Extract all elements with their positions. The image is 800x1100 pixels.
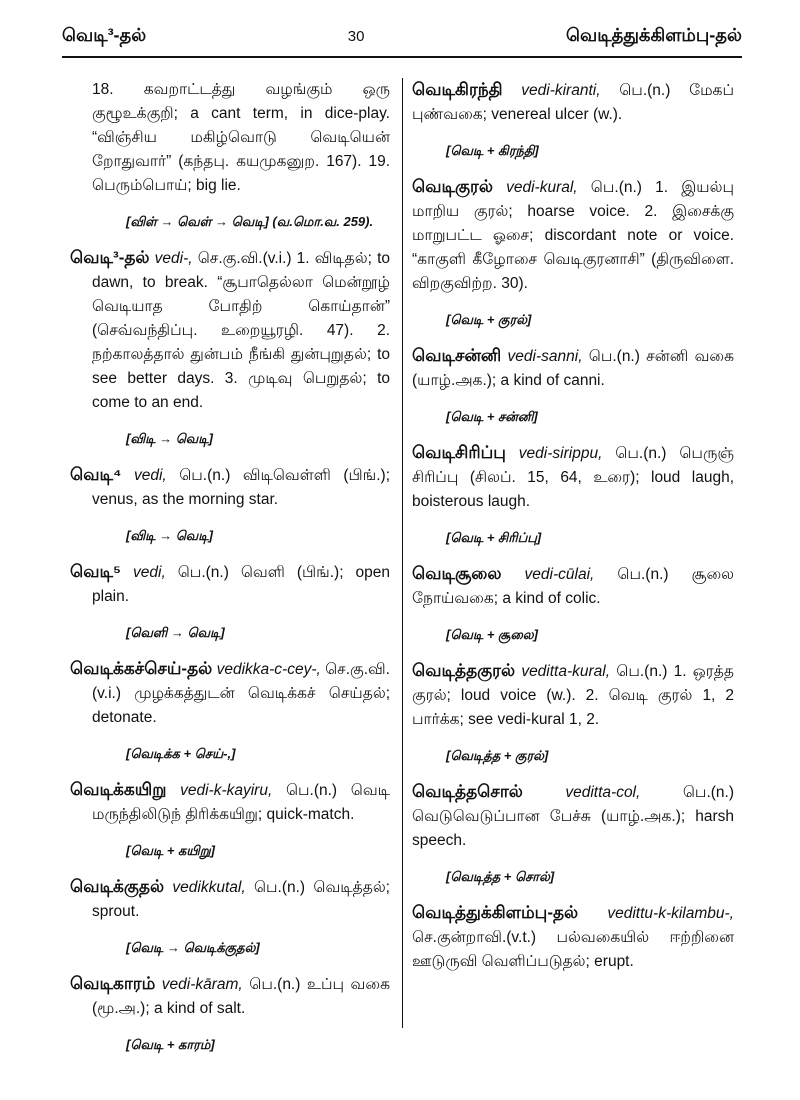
- entry-lead: [70, 782, 166, 799]
- definition: பெ.(n.) விடிவெள்ளி (பிங்.); venus, as the morning star.: [92, 467, 390, 508]
- headword: வெடிகிரந்தி: [412, 80, 503, 99]
- definition: பெ.(n.) 1. இயல்பு மாறிய குரல்; hoarse voice. 2. இசைக்கு மாறுபட்ட ஓசை; discordant note or voice. “காகுளி கீழோசை வெடிகுரனாசி” (திருவிளை. விறகுவிற்ற. 30).: [412, 179, 734, 292]
- definition: செ.கு.வி.(v.i.) 1. விடிதல்; to dawn, to break. “சூபாதெல்லா மென்றூழ் வெடியாத போதிற் கொய்தான்” (செவ்வந்திப்பு. உறையூரழி. 47). 2. நற்காலத்தால் துன்பம் நீங்கி துன்புறுதல்; to see better days. 3. முடிவு பெறுதல்; to come to an end.: [92, 250, 390, 411]
- headword: வெடித்தசொல்: [412, 782, 523, 801]
- definition: பெ.(n.) சூலை நோய்வகை; a kind of colic.: [412, 566, 734, 607]
- transliteration: vedi-kiranti,: [502, 82, 620, 99]
- entry-lead: [412, 784, 523, 801]
- header-left-guideword: வெடி³-தல்: [62, 24, 147, 45]
- dictionary-entry: [412, 175, 734, 296]
- left-column: [70, 78, 390, 1069]
- headword: வெடித்தகுரல்: [412, 661, 516, 680]
- column-divider: [402, 78, 403, 1028]
- entry-lead: [412, 663, 515, 680]
- headword: வெடிக்கச்செய்-தல்: [70, 659, 213, 678]
- definition: பெ.(n.) வெடித்தல்; sprout.: [92, 879, 390, 920]
- definition: பெ.(n.) உப்பு வகை (மூ.அ.); a kind of salt.: [92, 976, 390, 1017]
- etymology-note: [வெடி → வெடிக்குதல்]: [126, 940, 260, 955]
- etymology-note: [வெடித்த + சொல்]: [446, 869, 555, 884]
- entry-continuation: 18. கவறாட்டத்து வழங்கும் ஒரு குழூஉக்குறி; a cant term, in dice-play. “விஞ்சிய மகிழ்வொடு வெடியென் றோதுவார்” (கந்தபு. கயமுகனுற. 167). 19. பெரும்பொய்; big lie.: [92, 81, 390, 194]
- headword: வெடிகாரம்: [70, 974, 156, 993]
- transliteration: vedi-sanni,: [501, 348, 589, 365]
- entry-lead: [412, 566, 502, 583]
- transliteration: vedi-k-kayiru,: [166, 782, 286, 799]
- definition: பெ.(n.) வெடுவெடுப்பான பேச்சு (யாழ்.அக.); harsh speech.: [412, 784, 734, 849]
- etymology-note: [வெடி + குரல்]: [446, 312, 532, 327]
- dictionary-entry: [70, 560, 390, 609]
- transliteration: vedi-cūlai,: [501, 566, 618, 583]
- right-column: [412, 78, 734, 986]
- headword: வெடிகுரல்: [412, 177, 493, 196]
- transliteration: vedi-kāram,: [155, 976, 250, 993]
- dictionary-entry: [70, 246, 390, 415]
- definition: பெ.(n.) மேகப் புண்வகை; venereal ulcer (w.).: [412, 82, 734, 123]
- headword: வெடி³-தல்: [70, 248, 150, 267]
- definition: பெ.(n.) வெடி மருந்திலிடுந் திரிக்கயிறு; quick-match.: [92, 782, 390, 823]
- page-header: [62, 16, 742, 58]
- transliteration: vedi,: [121, 467, 180, 484]
- dictionary-entry: [412, 344, 734, 393]
- etymology-note: [விடி → வெடி]: [126, 431, 213, 446]
- etymology-note: [வெடி + சூலை]: [446, 627, 538, 642]
- definition: பெ.(n.) பெருஞ் சிரிப்பு (சிலப். 15, 64, உரை); loud laugh, boisterous laugh.: [412, 445, 734, 510]
- etymology-note: [வெடித்த + குரல்]: [446, 748, 549, 763]
- definition: பெ.(n.) வெளி (பிங்.); open plain.: [92, 564, 390, 605]
- etymology-note: [வெடி + கிரந்தி]: [446, 143, 539, 158]
- entry-lead: [70, 564, 121, 581]
- dictionary-entry: [70, 972, 390, 1021]
- entry-lead: [70, 879, 164, 896]
- entry-lead: [412, 82, 503, 99]
- headword: வெடித்துக்கிளம்பு-தல்: [412, 903, 579, 922]
- transliteration: vedittu-k-kilambu-,: [578, 905, 734, 922]
- headword: வெடிசன்னி: [412, 346, 502, 365]
- entry-lead: [70, 467, 121, 484]
- transliteration: vedi-,: [149, 250, 198, 267]
- definition: செ.கு.வி. (v.i.) முழக்கத்துடன் வெடிக்கச் செய்தல்; detonate.: [92, 661, 390, 726]
- headword: வெடிசிரிப்பு: [412, 443, 506, 462]
- dictionary-entry: [70, 875, 390, 924]
- etymology-note: [வெடி + கயிறு]: [126, 843, 215, 858]
- headword: வெடிக்கயிறு: [70, 780, 167, 799]
- entry-lead: [70, 976, 155, 993]
- transliteration: vedi,: [121, 564, 178, 581]
- page-number: 30: [347, 27, 365, 45]
- transliteration: veditta-kural,: [515, 663, 617, 680]
- headword: வெடி⁵: [70, 562, 122, 581]
- transliteration: vedikka-c-cey-,: [212, 661, 326, 678]
- transliteration: vedi-sirippu,: [505, 445, 616, 462]
- headword: வெடி⁴: [70, 465, 122, 484]
- definition: பெ.(n.) சன்னி வகை (யாழ்.அக.); a kind of canni.: [412, 348, 734, 389]
- entry-lead: [70, 250, 150, 267]
- definition: பெ.(n.) 1. ஒரத்த குரல்; loud voice (w.). 2. வெடி குரல் 1, 2 பார்க்க; see vedi-kural 1, 2.: [412, 663, 734, 728]
- entry-lead: [412, 179, 493, 196]
- entry-lead: [412, 905, 578, 922]
- etymology-note: [வெடி + சிரிப்பு]: [446, 530, 542, 545]
- dictionary-entry: [412, 441, 734, 514]
- etymology-note: [வெடி + சன்னி]: [446, 409, 538, 424]
- entry-lead: [70, 661, 212, 678]
- dictionary-entry: [70, 657, 390, 730]
- transliteration: veditta-col,: [522, 784, 683, 801]
- entry-lead: [412, 348, 501, 365]
- dictionary-entry: [412, 562, 734, 611]
- headword: வெடிசூலை: [412, 564, 502, 583]
- definition: செ.குன்றாவி.(v.t.) பல்வகையில் ஈற்றினை ஊடுருவி வெளிப்படுதல்; erupt.: [412, 929, 734, 970]
- etymology-note: [வெளி → வெடி]: [126, 625, 225, 640]
- transliteration: vedi-kural,: [492, 179, 591, 196]
- dictionary-entry: [412, 780, 734, 853]
- transliteration: vedikkutal,: [164, 879, 254, 896]
- etymology-note: [விடி → வெடி]: [126, 528, 213, 543]
- headword: வெடிக்குதல்: [70, 877, 165, 896]
- etymology-note: [விள் → வெள் → வெடி] (வ.மொ.வ. 259).: [126, 214, 374, 229]
- etymology-note: [வெடி + காரம்]: [126, 1037, 215, 1052]
- dictionary-entry: [412, 659, 734, 732]
- dictionary-entry: [412, 78, 734, 127]
- dictionary-entry: [70, 778, 390, 827]
- entry-lead: [412, 445, 506, 462]
- dictionary-entry: [70, 463, 390, 512]
- etymology-note: [வெடிக்க + செய்-,]: [126, 746, 236, 761]
- dictionary-entry: [412, 901, 734, 974]
- header-right-guideword: வெடித்துக்கிளம்பு-தல்: [566, 24, 742, 45]
